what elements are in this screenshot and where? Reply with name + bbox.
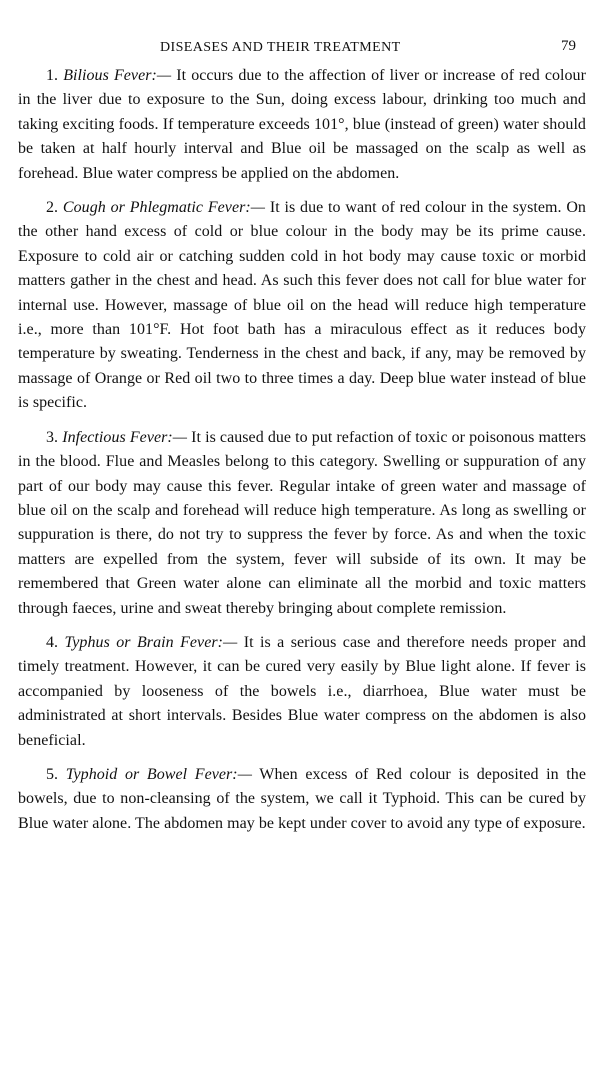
section-infectious-fever [18,426,586,621]
section-body: It occurs due to the affection of liver or increase of red colour in the liver due to exposure to the Sun, doing excess labour, drinking too much and taking exciting foods. If temperature exceeds 101°, blue (instead of green) water should be taken at half hourly interval and Blue oil be massaged on the scalp as well as forehead. Blue water compress be applied on the abdomen. [18,67,586,182]
section-heading: Typhus or Brain Fever:— [64,633,238,651]
section-number: 5. [46,765,59,783]
running-title: DISEASES AND THEIR TREATMENT [160,40,401,55]
section-bilious-fever [18,64,586,186]
section-body: When excess of Red colour is deposited in the bowels, due to non-cleansing of the system, we call it Typhoid. This can be cured by Blue water alone. The abdomen may be kept under cover to avoid any type of exposure. [18,765,586,832]
section-body: It is a serious case and therefore needs proper and timely treatment. However, it can be cured very easily by Blue light alone. If fever is accompanied by looseness of the bowels i.e., diarrhoea, Blue water must be administrated at short intervals. Besides Blue water compress on the abdomen is also beneficial. [18,633,586,749]
section-body: It is caused due to put refaction of toxic or poisonous matters in the blood. Flue and Measles belong to this category. Swelling or suppuration of any part of our body may cause this fever. Regular intake of green water and massage of blue oil on the scalp and forehead will reduce high temperature. As long as swelling or suppuration is there, do not try to suppress the fever by force. As and when the toxic matters are expelled from the system, fever will subside of its own. It may be remembered that Green water alone can eliminate all the morbid and toxic matters through faeces, urine and sweat thereby bringing about complete remission. [18,428,586,617]
section-number: 4. [46,633,59,651]
page-number: 79 [561,38,576,54]
section-typhus-brain-fever [18,631,586,753]
section-number: 1. [46,67,59,84]
section-number: 2. [46,199,59,217]
section-heading: Typhoid or Bowel Fever:— [65,765,252,783]
section-heading: Cough or Phlegmatic Fever:— [62,199,266,217]
section-heading: Bilious Fever:— [63,67,172,84]
running-head [18,36,586,64]
section-typhoid-bowel-fever [18,763,586,836]
section-cough-phlegmatic-fever [18,196,586,416]
section-heading: Infectious Fever:— [62,428,188,446]
section-number: 3. [46,428,59,446]
section-body: It is due to want of red colour in the system. On the other hand excess of cold or blue colour in the body may be its prime cause. Exposure to cold air or catching sudden cold in hot body may cause toxic or morbid matters gather in the chest and head. As such this fever does not call for blue water for internal use. However, massage of blue oil on the head will reduce high temperature i.e., more than 101°F. Hot foot bath has a miraculous effect as it reduces body temperature by sweating. Tenderness in the chest and back, if any, may be removed by massage of Orange or Red oil two to three times a day. Deep blue water instead of blue is specific. [18,199,586,412]
